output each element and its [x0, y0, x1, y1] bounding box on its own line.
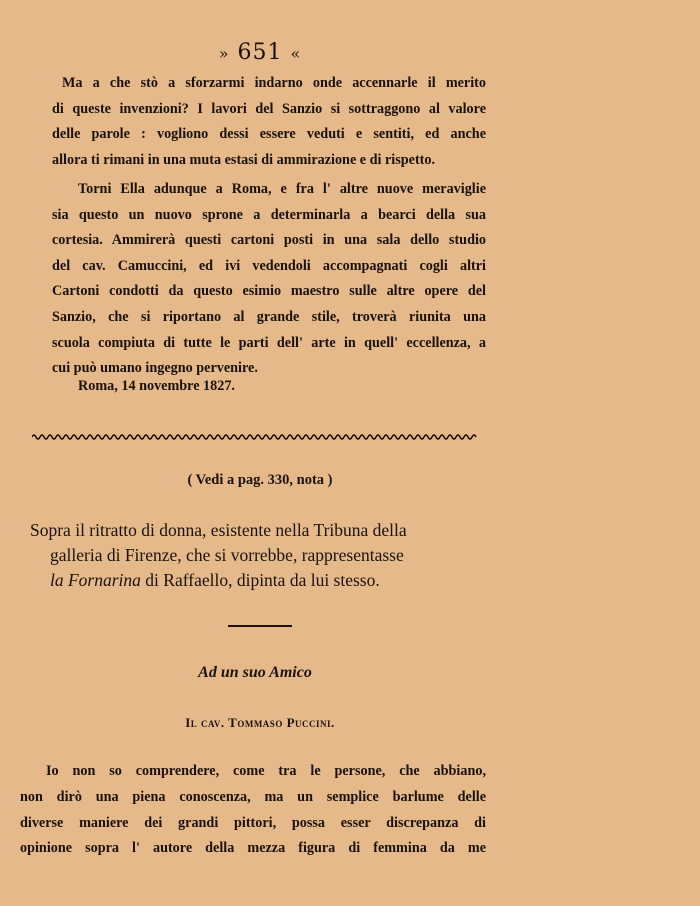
text-line: allora ti rimani in una muta estasi di ammirazione e di rispetto. — [52, 151, 436, 168]
page-number-value: 651 — [237, 40, 283, 65]
ornament-right: « — [290, 44, 302, 63]
text-line: di queste invenzioni? I lavori del Sanzio si sottraggono al valore — [52, 100, 486, 117]
text-line: Torni Ella adunque a Roma, e fra l' altre nuove meraviglie — [78, 181, 486, 197]
page-number — [0, 40, 520, 65]
letter-recipient: Il cav. Tommaso Puccini. — [185, 715, 335, 730]
text-line: diverse maniere dei grandi pittori, possa esser discrepanza di — [20, 814, 486, 831]
text-line: delle parole : vogliono dessi essere veduti e sentiti, ed anche — [52, 126, 486, 143]
text-line: Sanzio, che si riportano al grande stile, troverà riunita una — [52, 308, 486, 325]
text-line: Cartoni condotti da questo esimio maestro sulle altre opere del — [52, 283, 486, 300]
letter-title: Ad un suo Amico — [198, 664, 312, 681]
heading-line-3: la Fornarina di Raffaello, dipinta da lui stesso. — [50, 570, 380, 590]
paragraph-1 — [52, 71, 486, 173]
text-line: sia questo un nuovo sprone a determinarla a bearci della sua — [52, 206, 486, 223]
text-line: non dirò una piena conoscenza, ma un semplice barlume delle — [20, 788, 486, 805]
text-line: cortesia. Ammirerà questi cartoni posti in una sala dello studio — [52, 232, 486, 249]
section-heading — [30, 518, 490, 593]
text-line: scuola compiuta di tutte le parti dell' arte in quell' eccellenza, a — [52, 334, 486, 351]
cross-reference-note: ( Vedi a pag. 330, nota ) — [187, 472, 333, 488]
short-divider — [228, 625, 292, 627]
paragraph-3 — [20, 759, 486, 862]
text-line: cui può umano ingegno pervenire. — [52, 360, 258, 377]
text-line: Ma a che stò a sforzarmi indarno onde accennarle il merito — [62, 75, 486, 91]
heading-line: galleria di Firenze, che si vorrebbe, rappresentasse — [50, 545, 404, 565]
heading-line: Sopra il ritratto di donna, esistente nella Tribuna della — [30, 520, 407, 540]
paragraph-2 — [52, 177, 486, 382]
heading-line-3-rest: Raffaello, dipinta da lui stesso. — [163, 570, 380, 590]
heading-italic-name: la Fornarina — [50, 570, 141, 590]
signoff-date: Roma, 14 novembre 1827. — [78, 378, 235, 394]
text-line: del cav. Camuccini, ed ivi vedendoli accompagnati cogli altri — [52, 257, 486, 274]
wavy-divider — [32, 432, 480, 442]
text-line: opinione sopra l' autore della mezza figura di femmina da me — [20, 840, 486, 857]
text-line: Io non so comprendere, come tra le persone, che abbiano, — [46, 763, 486, 779]
ornament-left: » — [218, 44, 230, 63]
